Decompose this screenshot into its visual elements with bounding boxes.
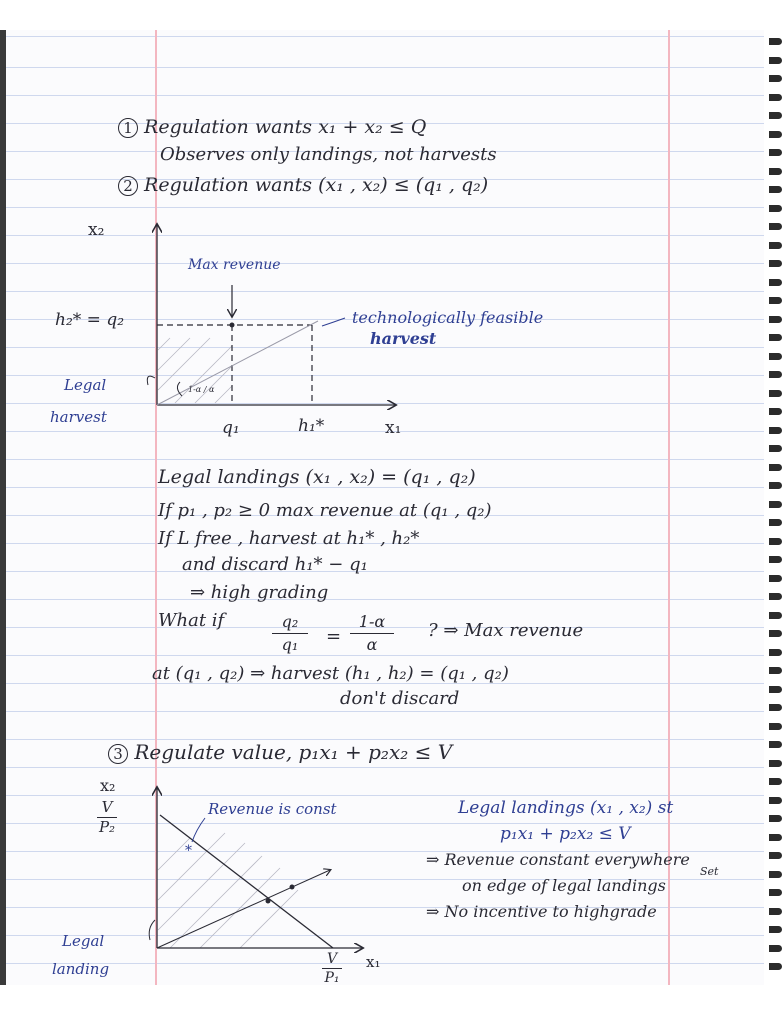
note3-set: Set [700, 865, 719, 878]
section-3-number: 3 [108, 744, 128, 764]
note-if-free: If L free , harvest at h₁* , h₂* [158, 528, 420, 549]
section-3-heading [108, 742, 452, 764]
graph2-y-label: x₂ [100, 776, 116, 795]
note3-title: Legal landings (x₁ , x₂) st [458, 798, 674, 818]
graph1-max-point [230, 323, 235, 328]
note-what-if: What if [158, 610, 225, 631]
note3-constraint: p₁x₁ + p₂x₂ ≤ V [500, 824, 631, 844]
note3-revenue-constant: ⇒ Revenue constant everywhere [426, 850, 690, 869]
graph1-x-label: x₁ [385, 418, 402, 438]
graph1-slope-label: 1-α / α [188, 385, 215, 394]
graph2-x-intercept-den: P₁ [322, 968, 342, 985]
graph1-h1-tick: h₁* [298, 416, 325, 436]
graph1-legal-brace [147, 376, 155, 385]
section-2-number: 2 [118, 176, 138, 196]
graph2-landing-label: landing [52, 960, 110, 978]
section-1-line-2: Observes only landings, not harvests [160, 144, 497, 165]
note3-no-incentive: ⇒ No incentive to highgrade [426, 902, 657, 921]
graph1-max-revenue-label: Max revenue [188, 257, 281, 273]
graph2-revenue-const-label: Revenue is const [208, 800, 337, 818]
frac-alpha-num: 1-α [358, 612, 386, 631]
note-legal-landings: Legal landings (x₁ , x₂) = (q₁ , q₂) [158, 466, 476, 488]
graph1-h2-label: h₂* = q₂ [55, 310, 125, 330]
note-discard: and discard h₁* − q₁ [182, 554, 368, 575]
graph1-feasible-label: technologically feasible [352, 308, 544, 327]
graph2-budget-line [160, 815, 333, 948]
graph2-legal-label: Legal [62, 932, 105, 950]
note-harvest-equal: at (q₁ , q₂) ⇒ harvest (h₁ , h₂) = (q₁ , q₂) [152, 663, 509, 684]
graph1-legal-label: Legal [64, 376, 107, 394]
graph2-point-a [266, 899, 271, 904]
graph1-ray [157, 321, 318, 405]
frac-q1: q₁ [272, 633, 308, 653]
graph2-revenue-pointer [192, 818, 205, 842]
graph2-y-intercept [97, 800, 117, 835]
graph2-x-intercept [322, 952, 342, 985]
note-if-prices: If p₁ , p₂ ≥ 0 max revenue at (q₁ , q₂) [158, 500, 492, 521]
section-2-line-1: Regulation wants (x₁ , x₂) ≤ (q₁ , q₂) [144, 174, 489, 196]
graph2-x-label: x₁ [366, 953, 381, 971]
section-1-number: 1 [118, 118, 138, 138]
graph2-ray [157, 870, 330, 948]
note-max-revenue: ? ⇒ Max revenue [428, 620, 584, 641]
graph2-x-intercept-num: V [326, 951, 338, 967]
frac-one-minus-alpha [350, 614, 394, 653]
graph2-y-intercept-num: V [101, 798, 113, 816]
graph2-y-intercept-den: P₂ [98, 818, 116, 836]
equals-sign: = [326, 626, 342, 647]
note-dont-discard: don't discard [340, 688, 460, 709]
section-1-line-1: Regulation wants x₁ + x₂ ≤ Q [144, 116, 427, 138]
frac-alpha-den: α [350, 633, 394, 653]
graph1-legal-harvest-label: harvest [50, 408, 107, 426]
frac-q2-over-q1 [272, 614, 308, 653]
frac-q2: q₂ [281, 612, 299, 631]
graph1-feasible-pointer [322, 318, 345, 326]
graph2-point-b [290, 885, 295, 890]
graph2-legal-brace [149, 920, 155, 940]
note3-edge: on edge of legal landings [462, 876, 666, 895]
note-high-grading: ⇒ high grading [190, 582, 329, 603]
section-3-line-1: Regulate value, p₁x₁ + p₂x₂ ≤ V [134, 740, 453, 764]
graph1-y-label: x₂ [88, 220, 105, 240]
graph2-star: * [185, 843, 192, 859]
graph1-harvest-label: harvest [370, 329, 437, 348]
graph2-hatching [158, 833, 298, 948]
graph1-q1-tick: q₁ [222, 418, 240, 438]
